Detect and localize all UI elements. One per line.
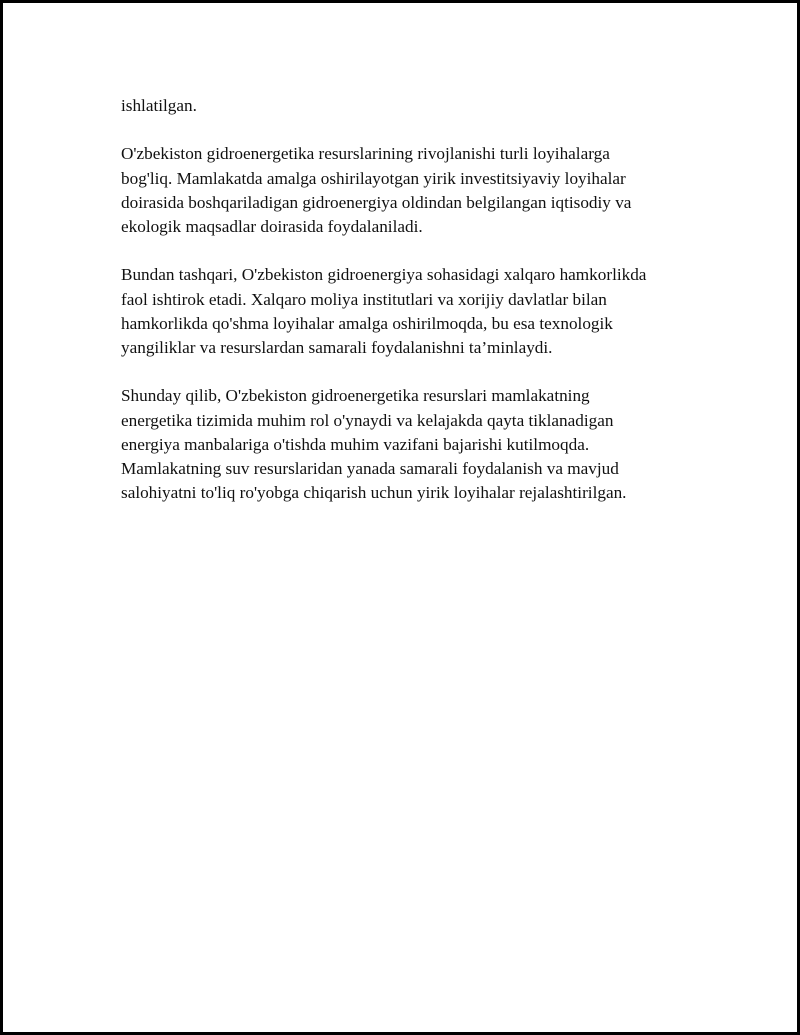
document-body (121, 94, 711, 530)
paragraph-international-cooperation: Bundan tashqari, O'zbekiston gidroenergiya sohasidagi xalqaro hamkorlikda faol ishtirok etadi. Xalqaro moliya institutlari va xorijiy davlatlar bilan hamkorlikda qo'shma loyihalar amalga oshirilmoqda, bu esa texnologik yangiliklar va resurslardan samarali foydalanishni ta’minlaydi. (121, 265, 647, 357)
paragraph-continuation: ishlatilgan. (121, 96, 197, 115)
paragraph-hydro-resources: O'zbekiston gidroenergetika resurslarining rivojlanishi turli loyihalarga bog'liq. Mamlakatda amalga oshirilayotgan yirik investitsiyaviy loyihalar doirasida boshqariladigan gidroenergiya oldindan belgilangan iqtisodiy va ekologik maqsadlar doirasida foydalaniladi. (121, 144, 632, 236)
paragraph-conclusion: Shunday qilib, O'zbekiston gidroenergetika resurslari mamlakatning energetika tizimida muhim rol o'ynaydi va kelajakda qayta tiklanadigan energiya manbalariga o'tishda muhim vazifani bajarishi kutilmoqda. Mamlakatning suv resurslaridan yanada samarali foydalanish va mavjud salohiyatni to'liq ro'yobga chiqarish uchun yirik loyihalar rejalashtirilgan. (121, 386, 627, 503)
